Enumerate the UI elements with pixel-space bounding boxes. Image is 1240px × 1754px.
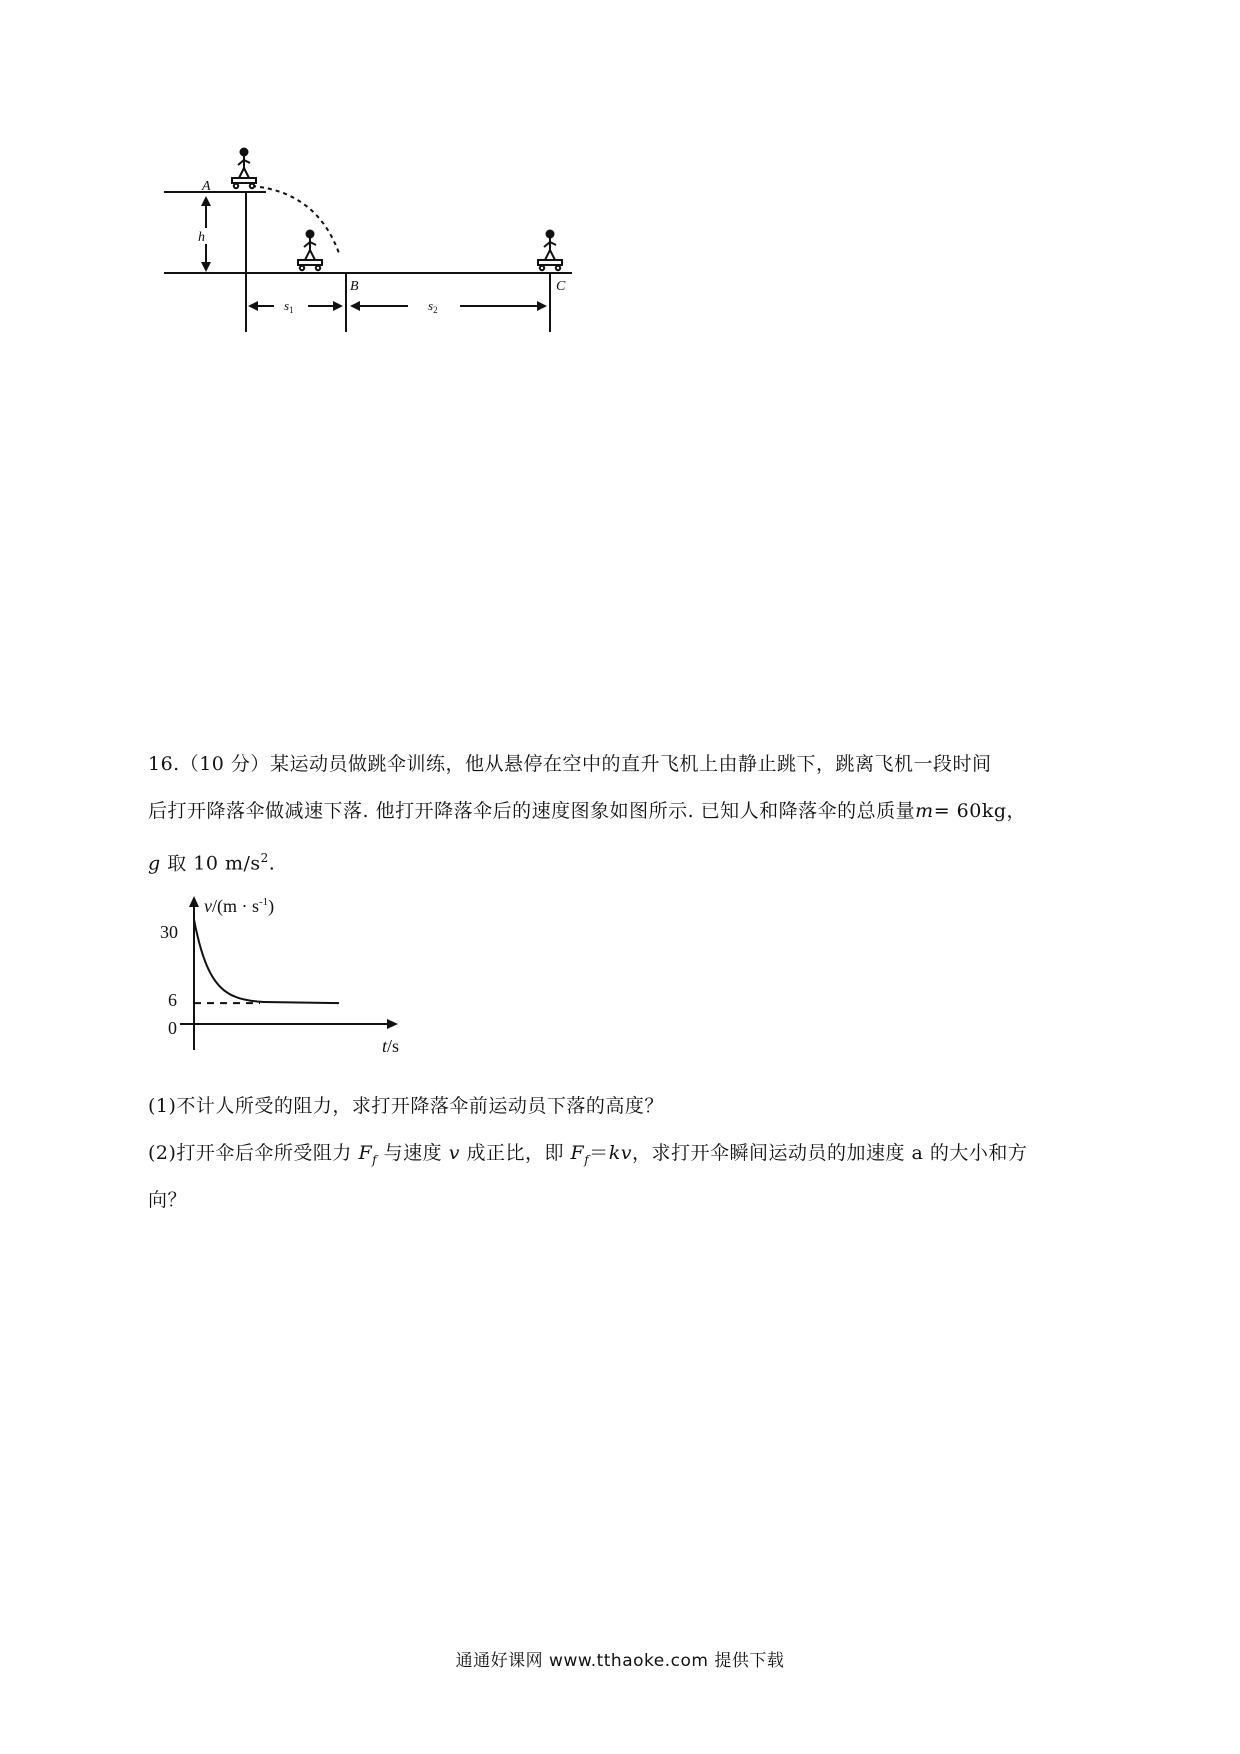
y-axis-arrow	[189, 896, 199, 907]
q2-text-e: 向？	[148, 1189, 188, 1211]
jump-diagram	[160, 140, 580, 340]
q2-text-d: ，求打开伞瞬间运动员的加速度 a 的大小和方	[631, 1142, 1028, 1164]
var-m: m	[915, 800, 934, 822]
problem-text-3a: 取 10 m/s	[160, 852, 261, 875]
label-b: B	[350, 279, 359, 294]
var-v: v	[448, 1142, 460, 1164]
skater-a-icon	[232, 149, 256, 189]
var-kv: kv	[608, 1142, 632, 1164]
q2-text-a: (2)打开伞后伞所受阻力	[148, 1142, 359, 1164]
question-2-line-1	[148, 1141, 1098, 1172]
footer-source: 通通好课网 www.tthaoke.com 提供下载	[455, 1651, 785, 1671]
skater-c-icon	[538, 231, 562, 271]
label-s2: $s_2$	[428, 298, 438, 315]
question-1	[148, 1094, 1098, 1118]
label-a: A	[202, 179, 211, 194]
skater-b-icon	[298, 231, 322, 271]
problem-text-1: 某运动员做跳伞训练，他从悬停在空中的直升飞机上由静止跳下，跳离飞机一段时间	[269, 753, 992, 775]
x-axis-arrow	[387, 1019, 398, 1029]
label-c: C	[556, 279, 566, 294]
problem-number: 16.	[148, 753, 180, 775]
var-g: g	[148, 852, 161, 875]
s2-arrow	[350, 301, 547, 311]
problem-line-1	[148, 752, 1098, 776]
sub-f: f	[372, 1152, 378, 1167]
problem-text-2b: = 60kg，	[933, 800, 1027, 822]
y-tick-label-30: 30	[160, 922, 178, 942]
velocity-time-chart	[150, 890, 410, 1060]
exponent-2: 2	[260, 851, 269, 865]
problem-line-2	[148, 799, 1098, 823]
var-f2: F	[570, 1142, 585, 1164]
problem-text-2a: 后打开降落伞做减速下落. 他打开降落伞后的速度图象如图所示. 已知人和降落伞的总质量	[148, 800, 916, 822]
y-axis-label: $v/(m \cdot s^{-1})$	[204, 896, 275, 916]
q2-text-c: 成正比，即	[459, 1142, 571, 1164]
problem-text-3b: .	[268, 852, 276, 875]
question-2-line-2	[148, 1188, 1098, 1212]
y-tick-label-6: 6	[168, 990, 177, 1010]
problem-score: （10 分）	[179, 753, 270, 775]
x-axis-label: t/s	[382, 1036, 400, 1056]
var-f: F	[358, 1142, 373, 1164]
origin-label: 0	[168, 1018, 177, 1038]
q2-text-b: 与速度	[377, 1142, 449, 1164]
q2-eq: ＝	[589, 1142, 609, 1164]
s1-arrow	[248, 301, 343, 311]
problem-line-3	[148, 846, 1098, 875]
label-s1: $s_1$	[284, 298, 294, 315]
question-1-text: (1)不计人所受的阻力，求打开降落伞前运动员下落的高度？	[148, 1095, 664, 1117]
velocity-curve	[194, 919, 339, 1003]
trajectory-curve	[252, 186, 340, 256]
label-h: h	[198, 230, 205, 245]
sub-f2: f	[584, 1152, 590, 1167]
